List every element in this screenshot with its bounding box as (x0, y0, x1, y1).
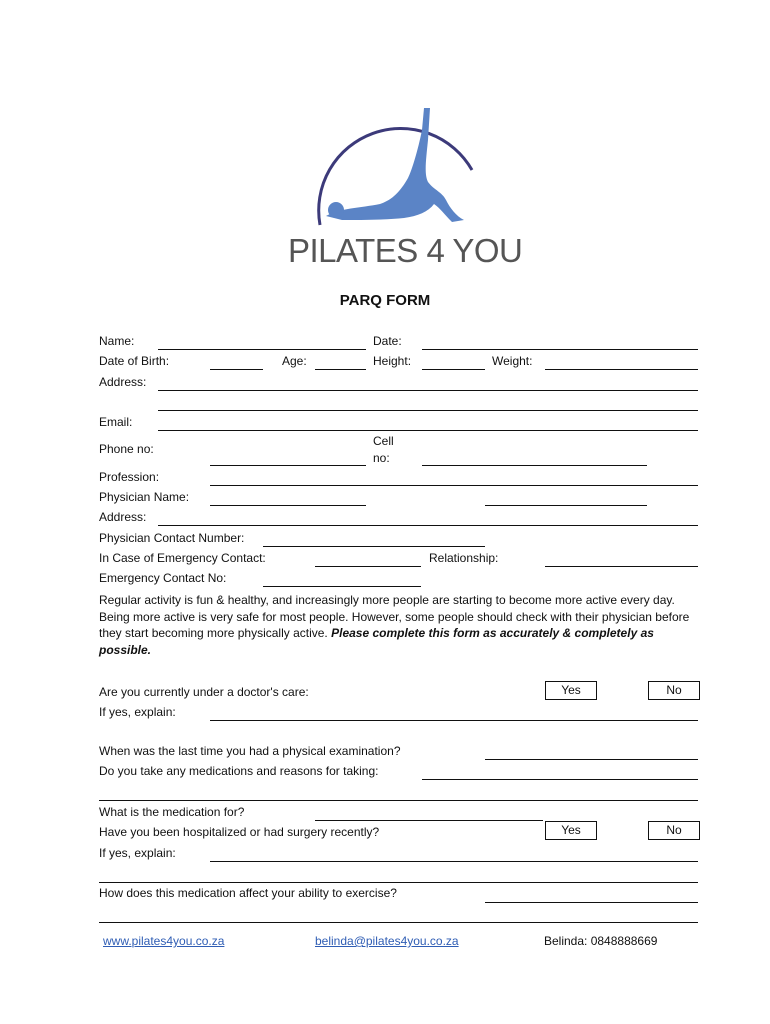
q5-explain-label: If yes, explain: (99, 846, 176, 860)
email-field[interactable] (158, 430, 698, 431)
q6-label: How does this medication affect your ability to exercise? (99, 886, 397, 900)
relationship-field[interactable] (545, 566, 698, 567)
q5-yes-button[interactable]: Yes (545, 821, 597, 840)
intro-text: Regular activity is fun & healthy, and increasingly more people are starting to become more active every day. Being more active is very safe for most people. However, some people should check with their physician before they start becoming more physically active. (99, 593, 690, 640)
date-label: Date: (373, 334, 402, 348)
weight-field[interactable] (545, 369, 698, 370)
q5-explain-field[interactable] (210, 861, 698, 862)
q1-explain-label: If yes, explain: (99, 705, 176, 719)
q1-label: Are you currently under a doctor's care: (99, 685, 309, 699)
physician-name-label: Physician Name: (99, 490, 190, 504)
logo-text: PILATES 4 YOU (288, 232, 523, 269)
q6-field[interactable] (485, 902, 698, 903)
q2-field[interactable] (485, 759, 698, 760)
phone-label: Phone no: (99, 442, 154, 456)
name-label: Name: (99, 334, 135, 348)
q1-explain-field[interactable] (210, 720, 698, 721)
height-field[interactable] (422, 369, 485, 370)
email-link[interactable]: belinda@pilates4you.co.za (315, 934, 459, 948)
address-field[interactable] (158, 390, 698, 391)
name-field[interactable] (158, 349, 366, 350)
dob-label: Date of Birth: (99, 354, 170, 368)
profession-field[interactable] (210, 485, 698, 486)
q5-label: Have you been hospitalized or had surgery recently? (99, 825, 380, 839)
height-label: Height: (373, 354, 412, 368)
phone-field[interactable] (210, 465, 366, 466)
intro-emphasis: Please complete this form as accurately & completely as possible. (99, 626, 654, 657)
age-field[interactable] (315, 369, 366, 370)
q5-no-button[interactable]: No (648, 821, 700, 840)
emergency-no-label: Emergency Contact No: (99, 571, 227, 585)
q1-yes-button[interactable]: Yes (545, 681, 597, 700)
physician-contact-label: Physician Contact Number: (99, 531, 245, 545)
q3-label: Do you take any medications and reasons for taking: (99, 764, 379, 778)
dob-field[interactable] (210, 369, 263, 370)
relationship-label: Relationship: (429, 551, 499, 565)
q2-label: When was the last time you had a physical examination? (99, 744, 401, 758)
profession-label: Profession: (99, 470, 160, 484)
q3-field[interactable] (422, 779, 698, 780)
physician-address-label: Address: (99, 510, 147, 524)
cell-field[interactable] (422, 465, 647, 466)
address-field-2[interactable] (158, 410, 698, 411)
physician-name-field-2[interactable] (485, 505, 647, 506)
footer-phone: Belinda: 0848888669 (544, 934, 658, 948)
emergency-contact-field[interactable] (315, 566, 421, 567)
emergency-contact-label: In Case of Emergency Contact: (99, 551, 266, 565)
physician-name-field[interactable] (210, 505, 366, 506)
website-link[interactable]: www.pilates4you.co.za (103, 934, 225, 948)
email-label: Email: (99, 415, 133, 429)
pilates-logo (300, 100, 500, 230)
physician-contact-field[interactable] (263, 546, 485, 547)
cell-label-1: Cell (373, 434, 394, 448)
weight-label: Weight: (492, 354, 533, 368)
q1-no-button[interactable]: No (648, 681, 700, 700)
cell-label-2: no: (373, 451, 390, 465)
emergency-no-field[interactable] (263, 586, 421, 587)
q4-field[interactable] (315, 820, 543, 821)
date-field[interactable] (422, 349, 698, 350)
intro-paragraph (99, 592, 699, 658)
q5-explain-field-2[interactable] (99, 882, 698, 883)
address-label: Address: (99, 375, 147, 389)
page-title: PARQ FORM (339, 292, 431, 309)
q3-field-2[interactable] (99, 800, 698, 801)
physician-address-field[interactable] (158, 525, 698, 526)
q4-label: What is the medication for? (99, 805, 245, 819)
age-label: Age: (282, 354, 307, 368)
q6-field-2[interactable] (99, 922, 698, 923)
